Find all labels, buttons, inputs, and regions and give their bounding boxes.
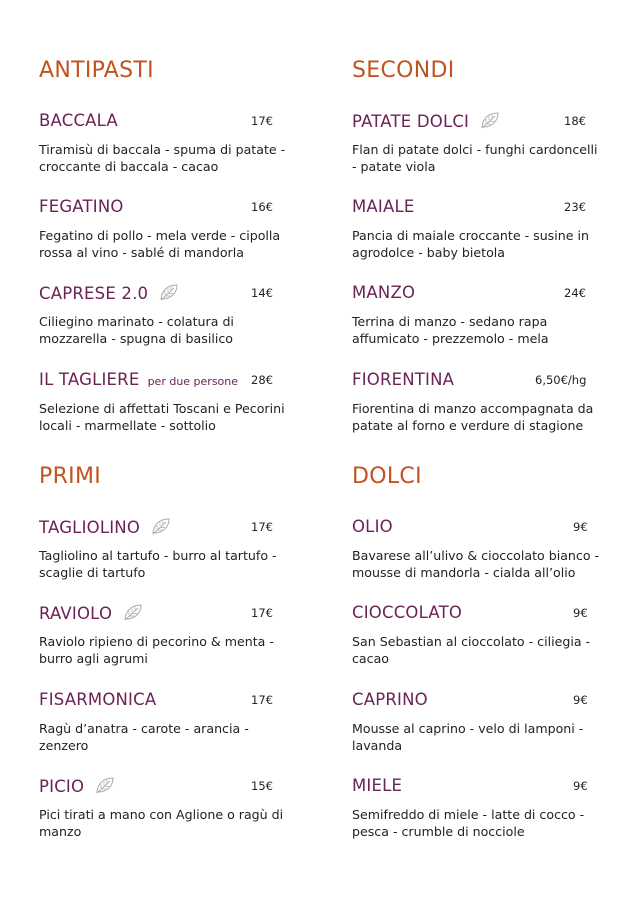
dish-description: Ciliegino marinato - colatura di mozzarella - spugna di basilico [39,314,234,346]
dish-price: 28€ [251,373,273,387]
leaf-icon [123,603,143,621]
dish-olio [352,517,602,581]
dish-note: per due persone [147,375,239,388]
dish-description: Raviolo ripieno di pecorino & menta - burro agli agrumi [39,634,274,666]
dish-patate-dolci [352,111,602,175]
dish-caprino [352,690,602,754]
dish-name: BACCALA [39,111,118,130]
dish-fiorentina [352,370,602,434]
dish-name: TAGLIOLINO [39,518,141,537]
dish-description: Selezione di affettati Toscani e Pecorini locali - marmellate - sottolio [39,401,285,433]
dish-price: 23€ [564,200,586,214]
dish-description: Mousse al caprino - velo di lamponi - lavanda [352,721,584,753]
dish-maiale [352,197,602,261]
dish-manzo [352,283,602,347]
dish-description: Ragù d’anatra - carote - arancia - zenzero [39,721,249,753]
dish-description: Pancia di maiale croccante - susine in agrodolce - baby bietola [352,228,589,260]
dish-price: 17€ [251,114,273,128]
dish-name: FIORENTINA [352,370,455,389]
dish-raviolo [39,603,289,667]
dish-picio [39,776,289,840]
dish-name: CAPRESE 2.0 [39,284,149,303]
dish-name: OLIO [352,517,393,536]
section-title-antipasti: ANTIPASTI [39,58,154,83]
section-title-secondi: SECONDI [352,58,455,83]
dish-name: IL TAGLIERE [39,370,140,389]
dish-name: PICIO [39,777,85,796]
dish-price: 9€ [573,779,588,793]
dish-name: MANZO [352,283,416,302]
dish-name: RAVIOLO [39,604,113,623]
dish-fisarmonica [39,690,289,754]
dish-description: Tiramisù di baccala - spuma di patate - croccante di baccala - cacao [39,142,286,174]
dish-description: Pici tirati a mano con Aglione o ragù di manzo [39,807,284,839]
dish-name: PATATE DOLCI [352,112,470,131]
dish-price: 6,50€/hg [535,373,587,387]
leaf-icon [159,283,179,301]
leaf-icon [480,111,500,129]
section-title-dolci: DOLCI [352,464,422,489]
leaf-icon [95,776,115,794]
dish-description: Flan di patate dolci - funghi cardoncelli - patate viola [352,142,598,174]
dish-name: CIOCCOLATO [352,603,463,622]
dish-cioccolato [352,603,602,667]
dish-description: San Sebastian al cioccolato - ciliegia - cacao [352,634,591,666]
dish-price: 14€ [251,286,273,300]
dish-name: CAPRINO [352,690,428,709]
dish-price: 9€ [573,520,588,534]
dish-miele [352,776,602,840]
dish-price: 9€ [573,693,588,707]
dish-baccala [39,111,289,175]
section-title-primi: PRIMI [39,464,102,489]
dish-description: Fegatino di pollo - mela verde - cipolla rossa al vino - sablé di mandorla [39,228,281,260]
dish-description: Bavarese all’ulivo & cioccolato bianco - mousse di mandorla - cialda all’olio [352,548,600,580]
dish-price: 17€ [251,693,273,707]
dish-price: 18€ [564,114,586,128]
dish-price: 16€ [251,200,273,214]
dish-fegatino [39,197,289,261]
dish-price: 17€ [251,606,273,620]
dish-name: FISARMONICA [39,690,157,709]
dish-caprese [39,283,289,347]
dish-name: MAIALE [352,197,415,216]
dish-price: 15€ [251,779,273,793]
leaf-icon [151,517,171,535]
dish-description: Tagliolino al tartufo - burro al tartufo - scaglie di tartufo [39,548,277,580]
dish-name: FEGATINO [39,197,124,216]
dish-description: Fiorentina di manzo accompagnata da patate al forno e verdure di stagione [352,401,594,433]
dish-description: Semifreddo di miele - latte di cocco - pesca - crumble di nocciole [352,807,585,839]
dish-description: Terrina di manzo - sedano rapa affumicato - prezzemolo - mela [352,314,549,346]
dish-tagliere [39,370,289,434]
dish-tagliolino [39,517,289,581]
dish-price: 9€ [573,606,588,620]
dish-name: MIELE [352,776,403,795]
dish-price: 24€ [564,286,586,300]
dish-price: 17€ [251,520,273,534]
